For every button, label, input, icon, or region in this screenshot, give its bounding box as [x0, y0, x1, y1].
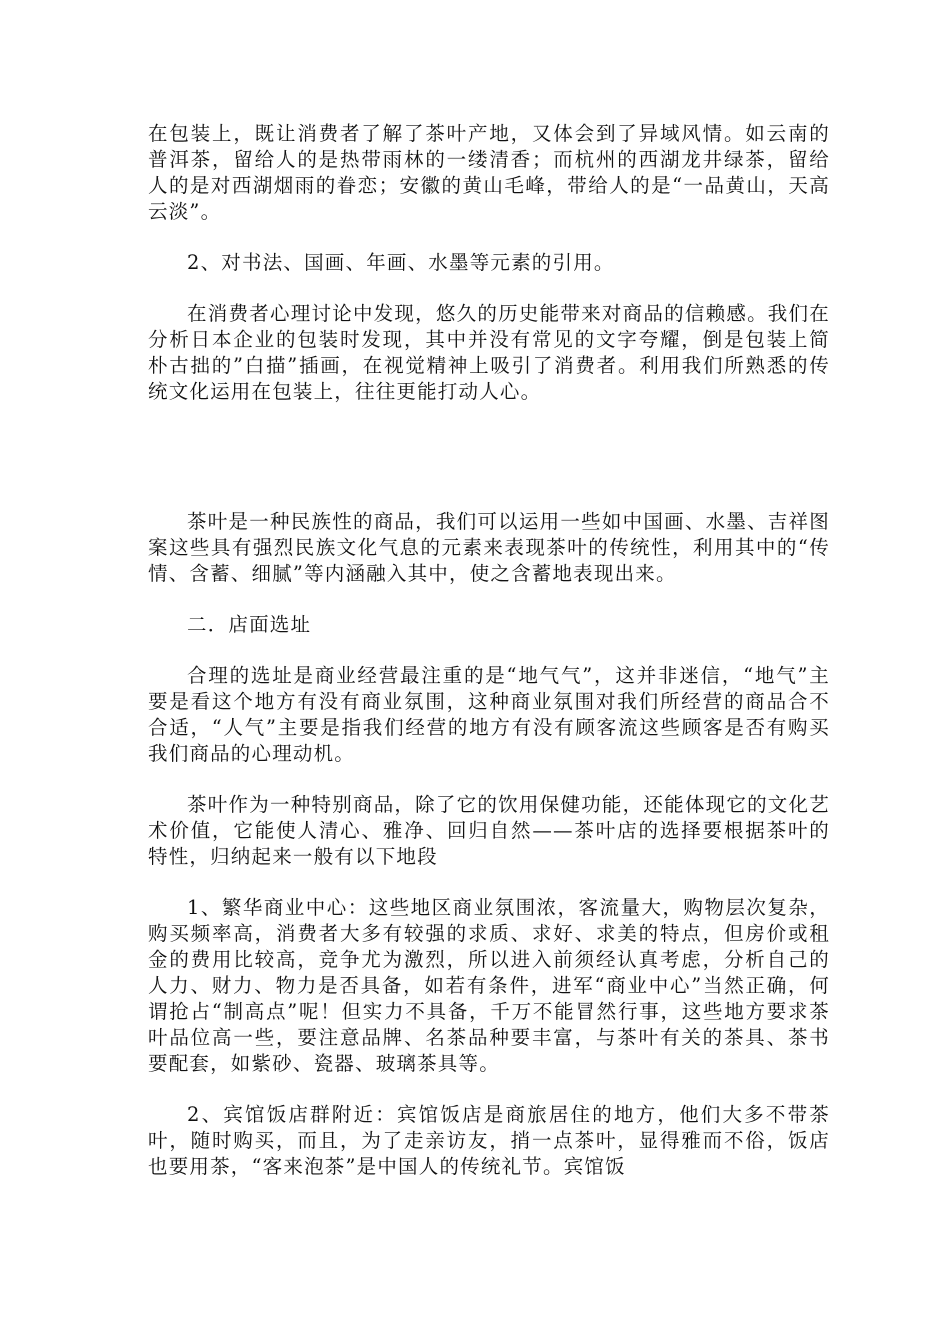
paragraph-commercial-center: 1、繁华商业中心：这些地区商业氛围浓，客流量大，购物层次复杂，购买频率高，消费者大多有较强的求质、求好、求美的特点，但房价或租金的费用比较高，竞争尤为激烈，所以进入前须经认真考虑，分析自己的人力、财力、物力是否具备，如若有条件，进军“商业中心”当然正确，何谓抢占“制高点”呢！但实力不具备，千万不能冒然行事，这些地方要求茶叶品位高一些，要注意品牌、名茶品种要丰富，与茶叶有关的茶具、茶书要配套，如紫砂、瓷器、玻璃茶具等。 [148, 896, 830, 1075]
paragraph-consumer-psychology: 在消费者心理讨论中发现，悠久的历史能带来对商品的信赖感。我们在分析日本企业的包装时发现，其中并没有常见的文字夸耀，倒是包装上简朴古拙的”白描”插画，在视觉精神上吸引了消费者。利用我们所熟悉的传统文化运用在包装上，往往更能打动人心。 [148, 302, 830, 403]
paragraph-site-selection: 合理的选址是商业经营最注重的是“地气气”，这并非迷信，“地气”主要是看这个地方有没有商业氛围，这种商业氛围对我们所经营的商品合不合适，“人气”主要是指我们经营的地方有没有顾客流这些顾客是否有购买我们商品的心理动机。 [148, 664, 830, 765]
paragraph-hotel-district: 2、宾馆饭店群附近：宾馆饭店是商旅居住的地方，他们大多不带茶叶，随时购买，而且，为了走亲访友，捎一点茶叶，显得雅而不俗，饭店也要用茶，“客来泡茶”是中国人的传统礼节。宾馆饭 [148, 1103, 830, 1178]
document-body [148, 121, 830, 1205]
section-heading-calligraphy: 2、对书法、国画、年画、水墨等元素的引用。 [187, 251, 615, 274]
page-gap [148, 430, 830, 509]
paragraph-tea-origin-packaging: 在包装上，既让消费者了解了茶叶产地，又体会到了异域风情。如云南的普洱茶，留给人的是热带雨林的一缕清香；而杭州的西湖龙井绿茶，留给人的是对西湖烟雨的眷恋；安徽的黄山毛峰，带给人的是“一品黄山，天高云淡”。 [148, 122, 830, 223]
paragraph-tea-special-product: 茶叶作为一种特别商品，除了它的饮用保健功能，还能体现它的文化艺术价值，它能使人清心、雅净、回归自然——茶叶店的选择要根据茶叶的特性，归纳起来一般有以下地段 [148, 793, 830, 868]
paragraph-national-character: 茶叶是一种民族性的商品，我们可以运用一些如中国画、水墨、吉祥图案这些具有强烈民族文化气息的元素来表现茶叶的传统性，利用其中的“传情、含蓄、细腻”等内涵融入其中，使之含蓄地表现出来。 [148, 510, 830, 585]
section-heading-store-location: 二．店面选址 [187, 613, 312, 636]
